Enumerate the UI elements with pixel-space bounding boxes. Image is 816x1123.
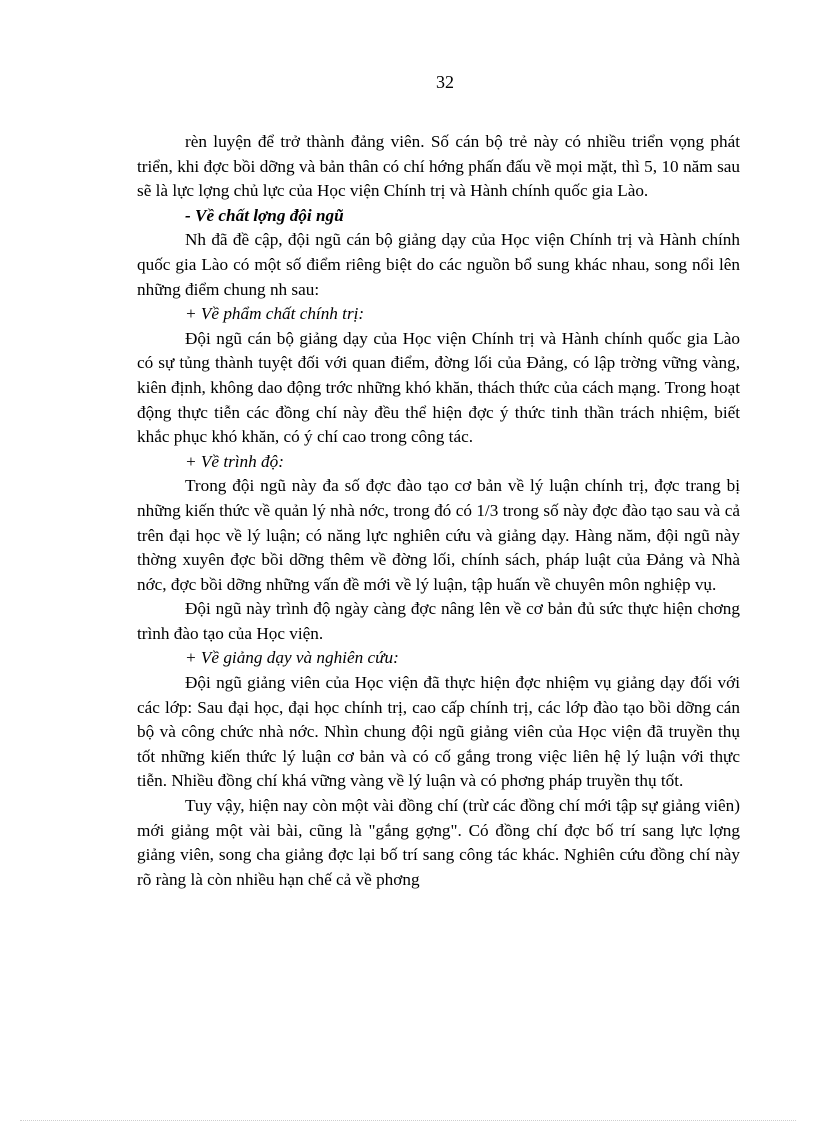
- page-number: 32: [436, 72, 454, 92]
- paragraph-political: Đội ngũ cán bộ giảng dạy của Học viện Chính trị và Hành chính quốc gia Lào có sự tủng thành tuyệt đối với quan điểm, đờng lối của Đảng, có lập trờng vững vàng, kiên định, không dao động trớc những khó khăn, thách thức của cách mạng. Trong hoạt động thực tiễn các đồng chí này đều thể hiện đợc ý thức tinh thần trách nhiệm, biết khắc phục khó khăn, có ý chí cao trong công tác.: [137, 328, 740, 447]
- document-body: [137, 130, 740, 892]
- subheading-teaching: + Về giảng dạy và nghiên cứu:: [185, 648, 399, 668]
- paragraph-level: Trong đội ngũ này đa số đợc đào tạo cơ bản về lý luận chính trị, đợc trang bị những kiến thức về quản lý nhà nớc, trong đó có 1/3 trong số này đợc đào tạo sau và cả trên đại học về lý luận; có năng lực nghiên cứu và giảng dạy. Hàng năm, đội ngũ này thờng xuyên đợc bồi dỡng thêm về đờng lối, chính sách, pháp luật của Đảng và Nhà nớc, đợc bồi dỡng những vấn đề mới về lý luận, tập huấn về chuyên môn nghiệp vụ.: [137, 476, 740, 594]
- subheading-level: + Về trình độ:: [185, 451, 284, 471]
- paragraph-limitations: Tuy vậy, hiện nay còn một vài đồng chí (trừ các đồng chí mới tập sự giảng viên) mới giảng một vài bài, cũng là "gắng gợng". Có đồng chí đợc bố trí sang lực lợng giảng viên, song cha giảng đợc lại bố trí sang công tác khác. Nghiên cứu đồng chí này rõ ràng là còn nhiều hạn chế cả về phơng: [137, 796, 740, 889]
- page-bottom-divider: [20, 1120, 796, 1121]
- paragraph-level-summary: Đội ngũ này trình độ ngày càng đợc nâng lên về cơ bản đủ sức thực hiện chơng trình đào tạo của Học viện.: [137, 599, 740, 643]
- paragraph-intro: Nh đã đề cập, đội ngũ cán bộ giảng dạy của Học viện Chính trị và Hành chính quốc gia Lào có một số điểm riêng biệt do các nguồn bổ sung khác nhau, song nổi lên những điểm chung nh sau:: [137, 230, 740, 299]
- paragraph-continuation: rèn luyện để trở thành đảng viên. Số cán bộ trẻ này có nhiều triển vọng phát triển, khi đợc bồi dỡng và bản thân có chí hớng phấn đấu về mọi mặt, thì 5, 10 năm sau sẽ là lực lợng chủ lực của Học viện Chính trị và Hành chính quốc gia Lào.: [137, 132, 740, 201]
- section-heading-quality: - Về chất lợng đội ngũ: [185, 205, 344, 225]
- subheading-political: + Về phẩm chất chính trị:: [185, 304, 365, 324]
- paragraph-teaching: Đội ngũ giảng viên của Học viện đã thực hiện đợc nhiệm vụ giảng dạy đối với các lớp: Sau đại học, đại học chính trị, cao cấp chính trị, các lớp đào tạo bồi dỡng cán bộ và công chức nhà nớc. Nhìn chung đội ngũ giảng viên của Học viện đã truyền thụ tốt những kiến thức lý luận cơ bản và có cố gắng trong việc liên hệ lý luận với thực tiễn. Nhiều đồng chí khá vững vàng về lý luận và có phơng pháp truyền thụ tốt.: [137, 673, 740, 791]
